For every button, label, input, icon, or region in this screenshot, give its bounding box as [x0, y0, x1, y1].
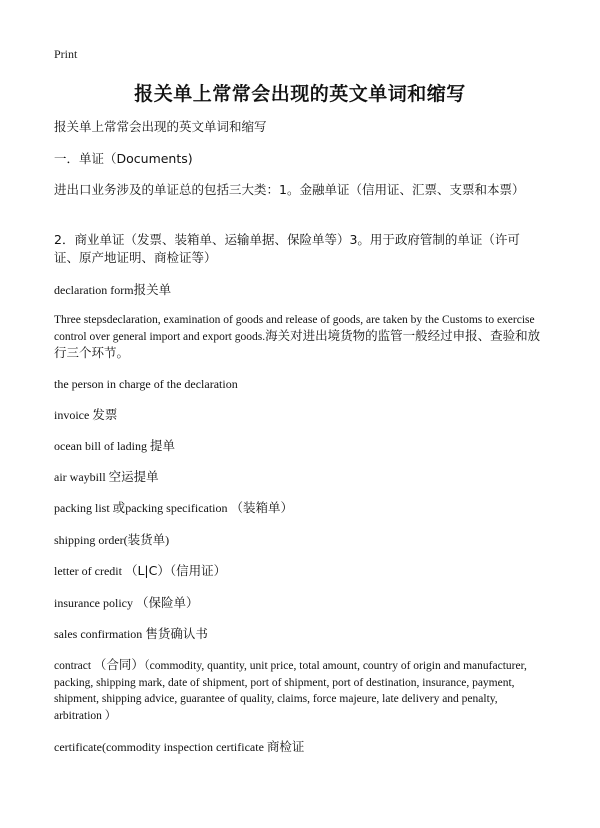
- term-cn: （保险单）: [135, 595, 199, 610]
- term-cn: 空运提单: [108, 469, 159, 484]
- term-en: insurance policy: [54, 596, 136, 610]
- term-person-in-charge: the person in charge of the declaration: [54, 377, 238, 391]
- term-en: ): [165, 533, 170, 547]
- term-shipping-order: [54, 531, 542, 549]
- term-cn: 商检证: [266, 739, 305, 754]
- term-declaration-form: [54, 281, 542, 299]
- term-sales-confirmation: [54, 625, 542, 643]
- term-cn: （L|C）（信用证）: [124, 563, 227, 578]
- term-cn: 报关单: [133, 282, 172, 297]
- three-steps-en: Three stepsdeclaration, examination of goods and release of goods, are taken by the Customs to exercise control over general import and export goods.: [54, 314, 535, 343]
- term-letter-of-credit: [54, 562, 542, 580]
- term-cn: 售货确认书: [145, 626, 208, 641]
- term-en: letter of credit: [54, 564, 125, 578]
- term-insurance-policy: [54, 594, 542, 612]
- term-cn: 提单: [149, 438, 175, 453]
- term-en: air waybill: [54, 470, 109, 484]
- term-en: sales confirmation: [54, 627, 146, 641]
- term-cn: 发票: [92, 407, 118, 422]
- section-heading: 一．单证（Documents): [54, 151, 193, 166]
- term-cn: （装箱单）: [230, 500, 293, 515]
- term-cn: 或: [112, 500, 126, 515]
- term-en: （commodity, quantity, unit price, total amount, country of origin and manufacturer, packing, shipping mark, date of shipment, port of shipment, port of destination, insurance, payment, shipment, shipping advice, guarantee of quality, claims, force majeure, late delivery and penalty, arbitration ）: [54, 660, 527, 722]
- term-certificate: [54, 738, 542, 756]
- term-ocean-bill: [54, 437, 542, 455]
- three-steps-cn: 海关对进出境货物的监管一般经过申报、查验和放行三个环节。: [54, 328, 541, 360]
- term-packing-list: [54, 499, 542, 517]
- intro-paragraph-1: 进出口业务涉及的单证总的包括三大类：1。金融单证（信用证、汇票、支票和本票）: [54, 182, 525, 197]
- term-cn: 装货单: [127, 532, 166, 547]
- term-en: invoice: [54, 408, 93, 422]
- intro-paragraph-2: 2．商业单证（发票、装箱单、运输单据、保险单等）3。用于政府管制的单证（许可证、原产地证明、商检证等）: [54, 232, 520, 265]
- term-en: packing specification: [125, 501, 231, 515]
- term-en: declaration form: [54, 283, 134, 297]
- term-en: shipping order(: [54, 533, 128, 547]
- term-en: ocean bill of lading: [54, 439, 150, 453]
- print-label: Print: [54, 47, 78, 61]
- term-invoice: [54, 406, 542, 424]
- term-contract: [54, 657, 542, 724]
- paragraph-three-steps: [54, 312, 542, 362]
- term-en: packing list: [54, 501, 113, 515]
- page-title: 报关单上常常会出现的英文单词和缩写: [134, 83, 466, 105]
- term-air-waybill: [54, 468, 542, 486]
- term-en: certificate(commodity inspection certificate: [54, 740, 267, 754]
- term-cn: （合同）: [93, 657, 144, 672]
- term-en: contract: [54, 660, 94, 672]
- subtitle: 报关单上常常会出现的英文单词和缩写: [54, 119, 267, 134]
